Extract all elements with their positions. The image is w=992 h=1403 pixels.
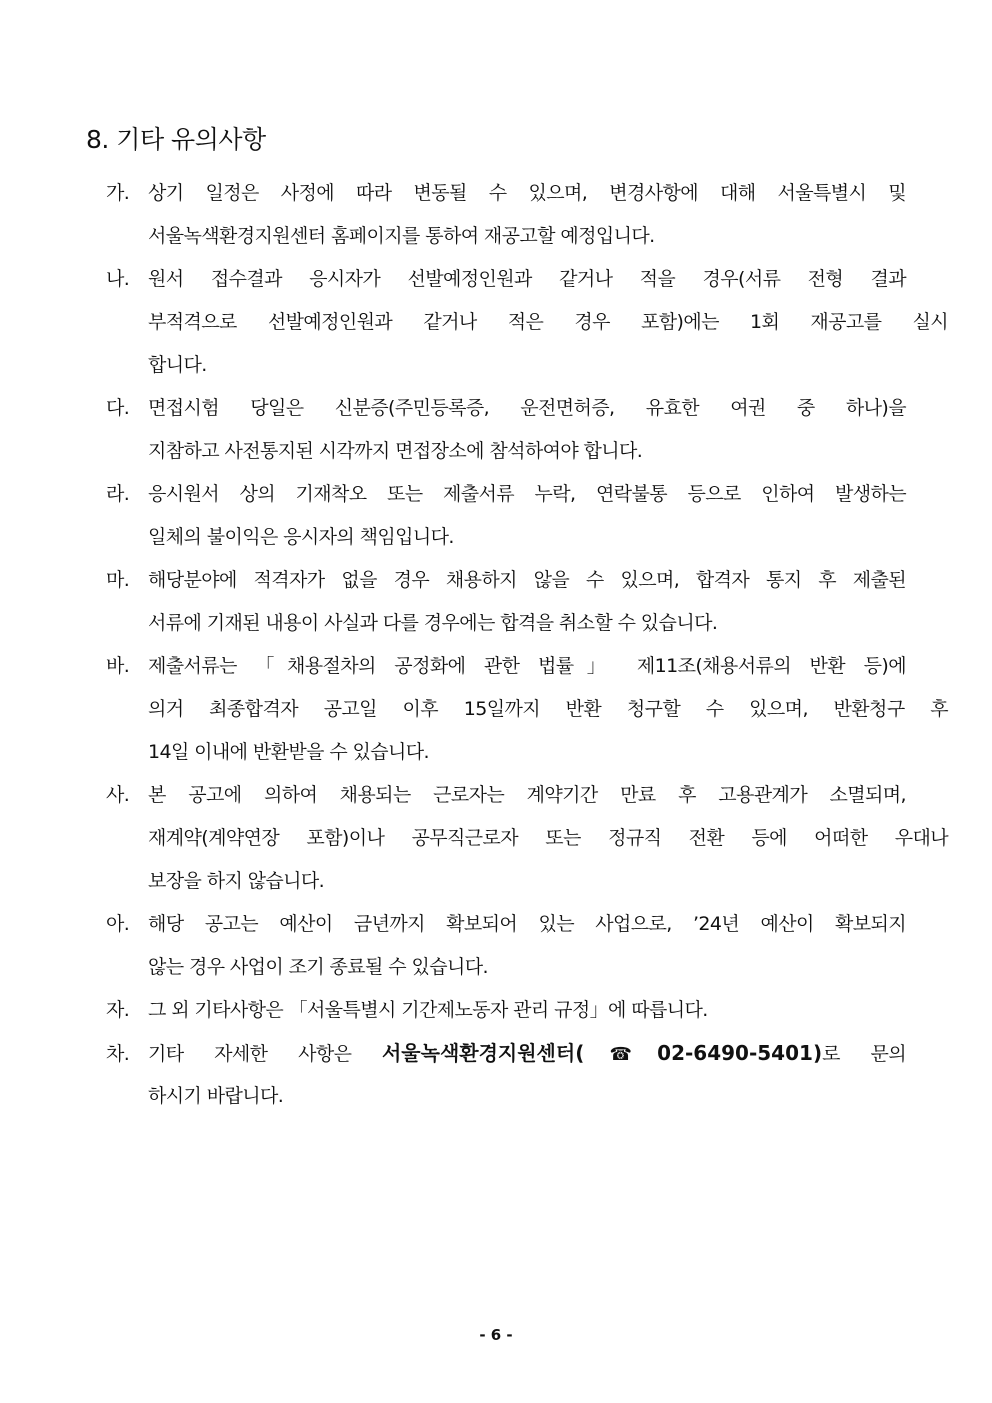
item-line: 사. 본 공고에 의하여 채용되는 근로자는 계약기간 만료 후 고용관계가 소멸되며, [106, 777, 906, 820]
item-line: 일체의 불이익은 응시자의 책임입니다. [148, 526, 454, 548]
item-marker: 사. [106, 784, 130, 806]
item-line: 자. 그 외 기타사항은 「서울특별시 기간제노동자 관리 규정」에 따릅니다. [106, 992, 906, 1035]
item-marker: 자. [106, 999, 130, 1021]
list-item [106, 390, 906, 476]
item-marker: 마. [106, 569, 130, 591]
item-line: 서울녹색환경지원센터 홈페이지를 통하여 재공고할 예정입니다. [148, 225, 655, 247]
item-line: 14일 이내에 반환받을 수 있습니다. [148, 741, 429, 763]
item-line: 마. 해당분야에 적격자가 없을 경우 채용하지 않을 수 있으며, 합격자 통지 후 제출된 [106, 562, 906, 605]
item-marker: 나. [106, 268, 130, 290]
item-line: 차. 기타 자세한 사항은 서울녹색환경지원센터(☎02-6490-5401)로 문의 [106, 1035, 906, 1078]
item-line: 아. 해당 공고는 예산이 금년까지 확보되어 있는 사업으로, ’24년 예산이 확보되지 [106, 906, 906, 949]
item-line: 지참하고 사전통지된 시각까지 면접장소에 참석하여야 합니다. [148, 440, 643, 462]
item-marker: 아. [106, 913, 130, 935]
item-line: 하시기 바랍니다. [148, 1085, 284, 1107]
item-line: 라. 응시원서 상의 기재착오 또는 제출서류 누락, 연락불통 등으로 인하여 발생하는 [106, 476, 906, 519]
item-line: 의거 최종합격자 공고일 이후 15일까지 반환 청구할 수 있으며, 반환청구 후 [148, 698, 948, 720]
item-line: 서류에 기재된 내용이 사실과 다를 경우에는 합격을 취소할 수 있습니다. [148, 612, 718, 634]
item-line: 다. 면접시험 당일은 신분증(주민등록증, 운전면허증, 유효한 여권 중 하나)을 [106, 390, 906, 433]
section-title: 8. 기타 유의사항 [86, 125, 266, 154]
item-line: 부적격으로 선발예정인원과 같거나 적은 경우 포함)에는 1회 재공고를 실시 [148, 311, 948, 333]
contact-phone: 02-6490-5401 [657, 1041, 813, 1065]
item-line: 않는 경우 사업이 조기 종료될 수 있습니다. [148, 956, 488, 978]
item-marker: 차. [106, 1043, 130, 1065]
list-item [106, 175, 906, 261]
item-line: 나. 원서 접수결과 응시자가 선발예정인원과 같거나 적을 경우(서류 전형 결과 [106, 261, 906, 304]
list-item [106, 562, 906, 648]
item-marker: 라. [106, 483, 130, 505]
item-line: 바. 제출서류는 「채용절차의 공정화에 관한 법률」 제11조(채용서류의 반환 등)에 [106, 648, 906, 691]
item-line: 재계약(계약연장 포함)이나 공무직근로자 또는 정규직 전환 등에 어떠한 우대나 [148, 827, 948, 849]
contact-info: 서울녹색환경지원센터(☎02-6490-5401) [381, 1041, 823, 1065]
list-item-contact [106, 1035, 906, 1121]
page-number: - 6 - [479, 1326, 513, 1344]
notice-list [106, 175, 948, 1121]
item-line: 가. 상기 일정은 사정에 따라 변동될 수 있으며, 변경사항에 대해 서울특별시 및 [106, 175, 906, 218]
item-marker: 가. [106, 182, 130, 204]
item-marker: 바. [106, 655, 130, 677]
item-line: 합니다. [148, 354, 207, 376]
contact-org: 서울녹색환경지원센터 [381, 1041, 576, 1065]
list-item [106, 261, 948, 390]
list-item [106, 906, 906, 992]
list-item [106, 992, 906, 1035]
list-item [106, 648, 948, 777]
list-item [106, 476, 906, 562]
item-marker: 다. [106, 397, 130, 419]
list-item [106, 777, 948, 906]
item-line: 보장을 하지 않습니다. [148, 870, 325, 892]
telephone-icon: ☎ [584, 1044, 658, 1065]
